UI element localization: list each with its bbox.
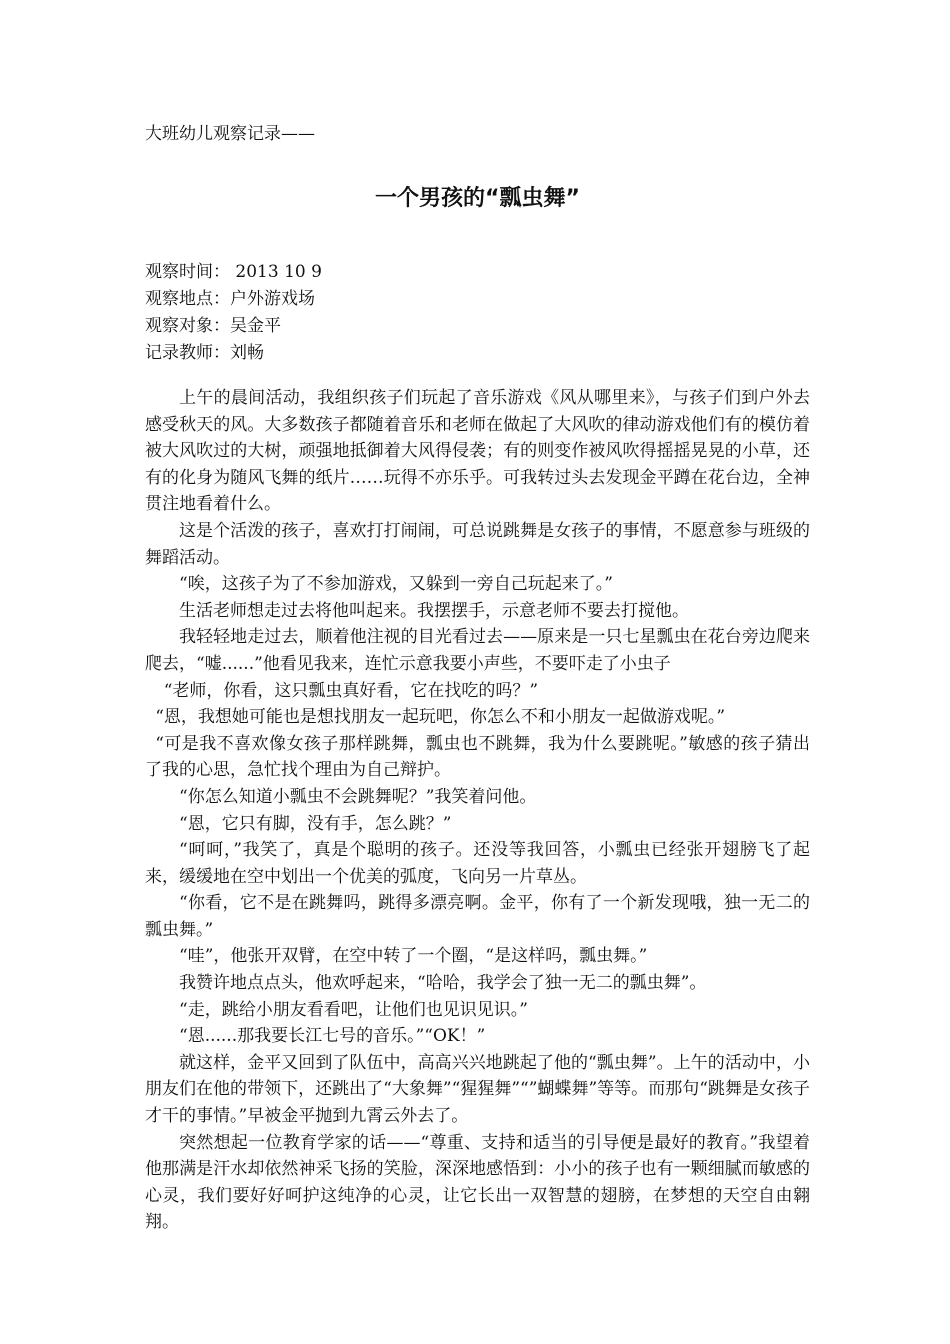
meta-subject: 观察对象：吴金平 [145, 316, 281, 336]
meta-time: 观察时间： 2013 10 9 [145, 262, 322, 282]
paragraph: “恩，我想她可能也是想找朋友一起玩吧，你怎么不和小朋友一起做游戏呢。” [155, 707, 726, 728]
paragraph: “唉，这孩子为了不参加游戏，又躲到一旁自己玩起来了。” [179, 574, 613, 595]
paragraph: “恩......那我要长江七号的音乐。”“OK！” [179, 1026, 486, 1047]
paragraph: 生活老师想走过去将他叫起来。我摆摆手，示意老师不要去打搅他。 [179, 600, 689, 621]
paragraph: “哇”，他张开双臂，在空中转了一个圈，“是这样吗，瓢虫舞。” [179, 946, 648, 967]
observation-body [145, 385, 810, 1236]
meta-teacher: 记录教师：刘畅 [145, 343, 264, 363]
paragraph: “走，跳给小朋友看看吧，让他们也见识见识。” [179, 999, 528, 1020]
paragraph: “你看，它不是在跳舞吗，跳得多漂亮啊。金平，你有了一个新发现哦，独一无二的瓢虫舞。” [145, 893, 810, 940]
paragraph: “你怎么知道小瓢虫不会跳舞呢？”我笑着问他。 [179, 786, 537, 807]
paragraph: “老师，你看，这只瓢虫真好看，它在找吃的吗？” [163, 680, 539, 701]
paragraph: “可是我不喜欢像女孩子那样跳舞，瓢虫也不跳舞，我为什么要跳呢。”敏感的孩子猜出了我的心思，急忙找个理由为自己辩护。 [145, 733, 810, 781]
paragraph: 突然想起一位教育学家的话——“尊重、支持和适当的引导便是最好的教育。”我望着他那满是汗水却依然神采飞扬的笑脸，深深地感悟到：小小的孩子也有一颗细腻而敏感的心灵，我们要好好呵护这纯净的心灵，让它长出一双智慧的翅膀，在梦想的天空自由翱翔。 [145, 1132, 810, 1233]
paragraph: 我轻轻地走过去，顺着他注视的目光看过去——原来是一只七星瓢虫在花台旁边爬来爬去，“嘘......”他看见我来，连忙示意我要小声些，不要吓走了小虫子 [145, 627, 810, 674]
paragraph: “呵呵，”我笑了，真是个聪明的孩子。还没等我回答，小瓢虫已经张开翅膀飞了起来，缓缓地在空中划出一个优美的弧度，飞向另一片草丛。 [145, 840, 810, 887]
meta-place: 观察地点：户外游戏场 [145, 289, 315, 309]
observation-meta [145, 259, 322, 367]
paragraph: 这是个活泼的孩子，喜欢打打闹闹，可总说跳舞是女孩子的事情，不愿意参与班级的舞蹈活动。 [145, 520, 810, 568]
paragraph: 上午的晨间活动，我组织孩子们玩起了音乐游戏《风从哪里来》，与孩子们到户外去感受秋天的风。大多数孩子都随着音乐和老师在做起了大风吹的律动游戏他们有的模仿着被大风吹过的大树，顽强地抵御着大风得侵袭；有的则变作被风吹得摇摇晃晃的小草，还有的化身为随风飞舞的纸片……玩得不亦乐乎。可我转过头去发现金平蹲在花台边，全神贯注地看着什么。 [145, 388, 810, 515]
paragraph: 我赞许地点点头，他欢呼起来，“哈哈，我学会了独一无二的瓢虫舞”。 [179, 973, 707, 994]
document-title: 一个男孩的“瓢虫舞” [375, 186, 580, 211]
paragraph: 就这样，金平又回到了队伍中，高高兴兴地跳起了他的“瓢虫舞”。上午的活动中，小朋友们在他的带领下，还跳出了“大象舞”“猩猩舞”“”蝴蝶舞”等等。而那句“跳舞是女孩子才干的事情。”早被金平抛到九霄云外去了。 [145, 1052, 810, 1127]
document-kicker: 大班幼儿观察记录—— [145, 124, 315, 144]
paragraph: “恩，它只有脚，没有手，怎么跳？” [179, 813, 452, 834]
